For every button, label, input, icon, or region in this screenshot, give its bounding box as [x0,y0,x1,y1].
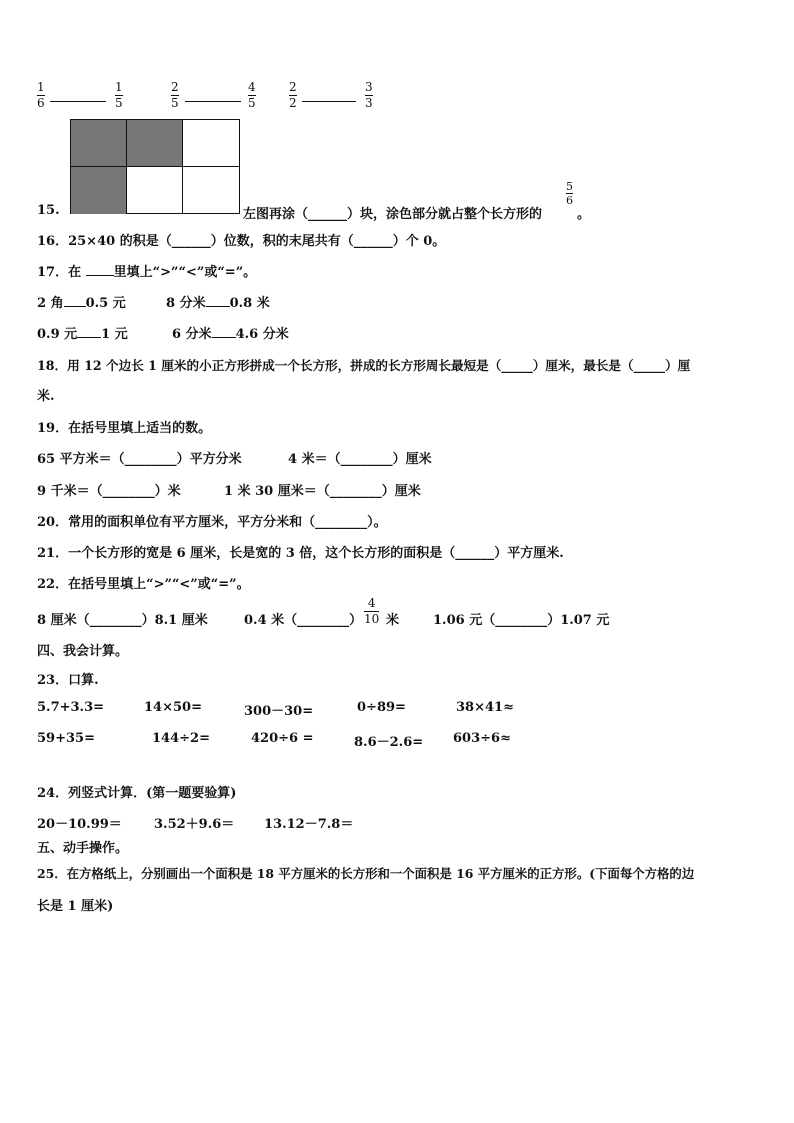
q23-r2-c1: 59+35= [37,731,95,746]
q20-text: 20．常用的面积单位有平方厘米，平方分米和（________）。 [37,515,387,530]
q18-line1: 18．用 12 个边长 1 厘米的小正方形拼成一个长方形，拼成的长方形周长最短是（_____）厘米，最长是（_____）厘 [37,358,691,373]
q17-title [37,261,256,280]
q22-item3: 1.06 元（________）1.07 元 [433,613,610,628]
q17-blank[interactable] [64,294,86,307]
q14-blank-3[interactable] [302,101,356,102]
q14-frac-2-left: 2 5 [171,80,179,110]
q24-item3: 13.12－7.8＝ [264,817,354,832]
grid-cell-shaded [127,120,183,167]
q17-title-b: 里填上“>”“<”或“=”。 [113,265,257,280]
q21-text: 21．一个长方形的宽是 6 厘米，长是宽的 3 倍，这个长方形的面积是（______）平方厘米. [37,546,564,561]
q15-end: 。 [577,207,591,222]
q24-item2: 3.52＋9.6＝ [154,817,235,832]
q17-blank[interactable] [212,325,236,338]
q15-text [243,203,542,222]
grid-cell-shaded [71,120,127,167]
q17-blank[interactable] [206,294,230,307]
q17-blank-sample [86,263,114,276]
q14-blank-2[interactable] [185,101,241,102]
q19-title: 19．在括号里填上适当的数。 [37,421,212,436]
q17-title-a: 17．在 [37,265,86,280]
q19-row2-b: 1 米 30 厘米＝（________）厘米 [224,484,421,499]
q22-title: 22．在括号里填上“>”“<”或“=”。 [37,577,250,592]
q15-rectangle-grid [70,119,240,214]
q16-text: 16．25×40 的积是（______）位数，积的末尾共有（______）个 0。 [37,234,446,249]
q18-line2: 米. [37,389,55,404]
grid-cell-shaded [71,167,127,214]
q14-frac-1-right: 1 5 [115,80,123,110]
q23-r1-c2: 14×50= [144,700,202,715]
q15-fraction: 5 6 [566,180,573,207]
q14-frac-3-right: 3 3 [365,80,373,110]
q23-r2-c4: 8.6－2.6= [354,735,424,750]
q22-item2a: 0.4 米（________） [244,613,363,628]
section-5-heading: 五、动手操作。 [37,841,129,856]
q23-r2-c2: 144÷2= [152,731,210,746]
q15-text-body: 左图再涂（______）块，涂色部分就占整个长方形的 [243,207,543,222]
q17-row2-a: 0.9 元 1 元 [37,327,128,342]
q23-r2-c3: 420÷6 = [251,731,314,746]
q17-row1-b: 8 分米 0.8 米 [166,296,270,311]
q23-r2-c5: 603÷6≈ [453,731,511,746]
grid-cell[interactable] [127,167,183,214]
q22-item2b: 米 [386,613,400,628]
q14-frac-2-right: 4 5 [248,80,256,110]
q25-line2: 长是 1 厘米) [37,899,114,914]
q17-row1-a: 2 角 0.5 元 [37,296,126,311]
q14-frac-1-left: 1 6 [37,80,45,110]
q24-item1: 20－10.99＝ [37,817,122,832]
q23-r1-c4: 0÷89= [357,700,406,715]
q23-r1-c3: 300－30= [244,704,314,719]
grid-cell[interactable] [183,120,239,167]
q14-frac-3-left: 2 2 [289,80,297,110]
q22-fraction: 4 10 [364,596,380,626]
q23-r1-c5: 38×41≈ [456,700,514,715]
q19-row1-b: 4 米＝（________）厘米 [288,452,432,467]
q23-r1-c1: 5.7+3.3= [37,700,105,715]
q25-line1: 25．在方格纸上，分别画出一个面积是 18 平方厘米的长方形和一个面积是 16 平方厘米的正方形。(下面每个方格的边 [37,866,695,881]
q24-title: 24．列竖式计算．(第一题要验算) [37,786,237,801]
q17-row2-b: 6 分米 4.6 分米 [172,327,289,342]
q19-row1-a: 65 平方米＝（________）平方分米 [37,452,242,467]
q14-blank-1[interactable] [50,101,106,102]
q15-number: 15. [37,203,60,218]
section-4-heading: 四、我会计算。 [37,644,129,659]
q19-row2-a: 9 千米＝（________）米 [37,484,181,499]
grid-cell[interactable] [183,167,239,214]
q23-title: 23．口算. [37,673,99,688]
q17-blank[interactable] [77,325,101,338]
q22-item1: 8 厘米（________）8.1 厘米 [37,613,208,628]
